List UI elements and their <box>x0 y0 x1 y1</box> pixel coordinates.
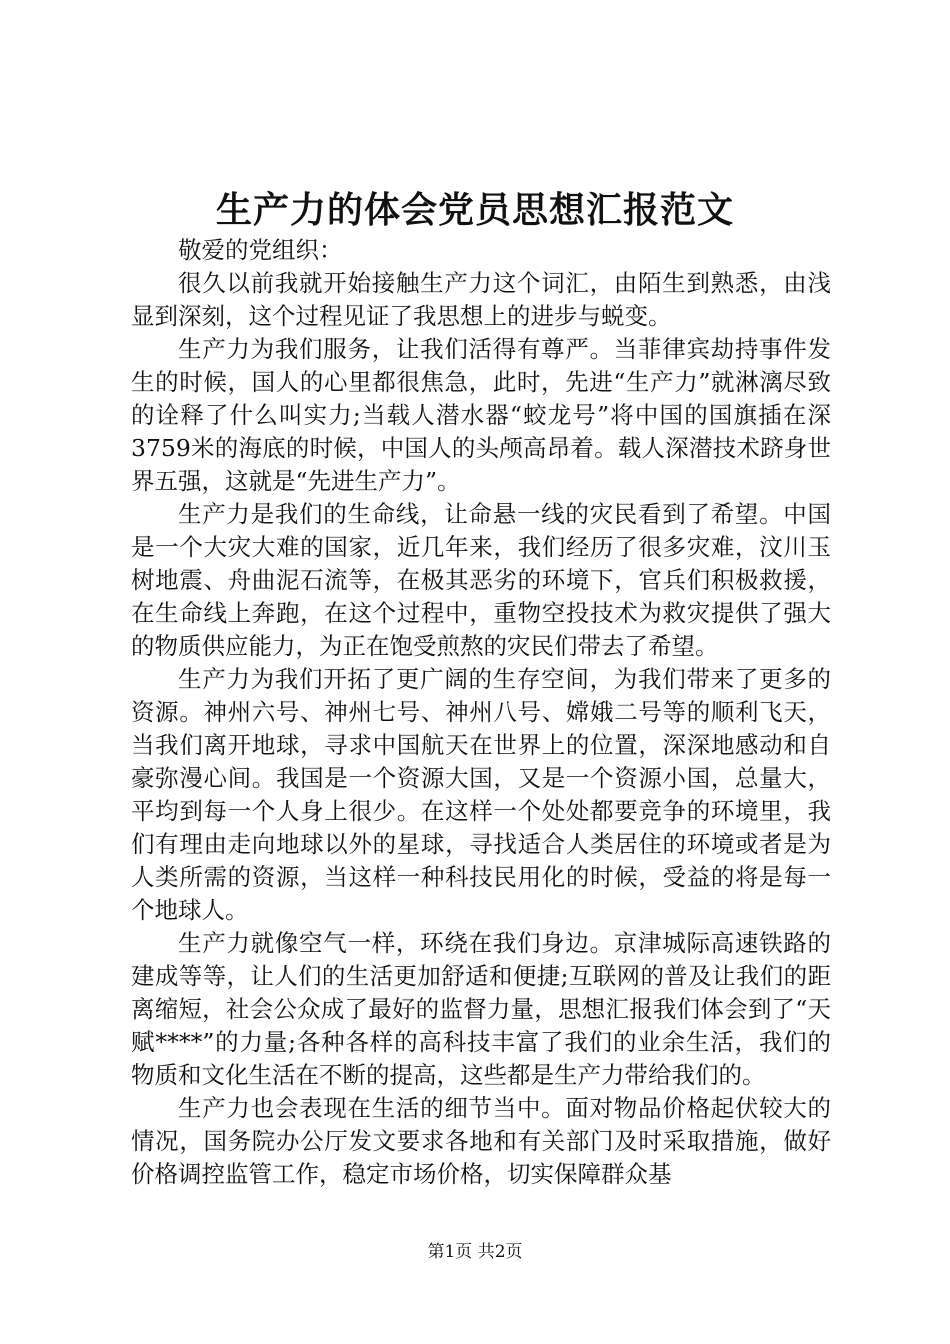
document-title: 生产力的体会党员思想汇报范文 <box>215 189 734 231</box>
paragraph: 生产力为我们开拓了更广阔的生存空间，为我们带来了更多的资源。神州六号、神州七号、神州八号、嫦娥二号等的顺利飞天，当我们离开地球，寻求中国航天在世界上的位置，深深地感动和自豪弥漫心间。我国是一个资源大国，又是一个资源小国，总量大，平均到每一个人身上很少。在这样一个处处都要竞争的环境里，我们有理由走向地球以外的星球，寻找适合人类居住的环境或者是为人类所需的资源，当这样一种科技民用化的时候，受益的将是每一个地球人。 <box>131 665 831 924</box>
page-number-footer: 第1页 共2页 <box>427 1242 523 1262</box>
paragraph: 生产力是我们的生命线，让命悬一线的灾民看到了希望。中国是一个大灾大难的国家，近几年来，我们经历了很多灾难，汶川玉树地震、舟曲泥石流等，在极其恶劣的环境下，官兵们积极救援，在生命线上奔跑，在这个过程中，重物空投技术为救灾提供了强大的物质供应能力，为正在饱受煎熬的灾民们带去了希望。 <box>131 500 831 660</box>
salutation: 敬爱的党组织： <box>178 236 343 264</box>
paragraph: 很久以前我就开始接触生产力这个词汇，由陌生到熟悉，由浅显到深刻，这个过程见证了我思想上的进步与蜕变。 <box>131 269 831 330</box>
paragraph: 生产力也会表现在生活的细节当中。面对物品价格起伏较大的情况，国务院办公厅发文要求各地和有关部门及时采取措施，做好价格调控监管工作，稳定市场价格，切实保障群众基 <box>131 1094 831 1188</box>
paragraph: 生产力就像空气一样，环绕在我们身边。京津城际高速铁路的建成等等，让人们的生活更加舒适和便捷;互联网的普及让我们的距离缩短，社会公众成了最好的监督力量，思想汇报我们体会到了“天赋****”的力量;各种各样的高科技丰富了我们的业余生活，我们的物质和文化生活在不断的提高，这些都是生产力带给我们的。 <box>131 929 831 1089</box>
paragraph: 生产力为我们服务，让我们活得有尊严。当菲律宾劫持事件发生的时候，国人的心里都很焦急，此时，先进“生产力”就淋漓尽致的诠释了什么叫实力;当载人潜水器“蛟龙号”将中国的国旗插在深3759米的海底的时候，中国人的头颅高昂着。载人深潜技术跻身世界五强，这就是“先进生产力”。 <box>131 335 831 495</box>
document-body <box>131 234 831 1191</box>
